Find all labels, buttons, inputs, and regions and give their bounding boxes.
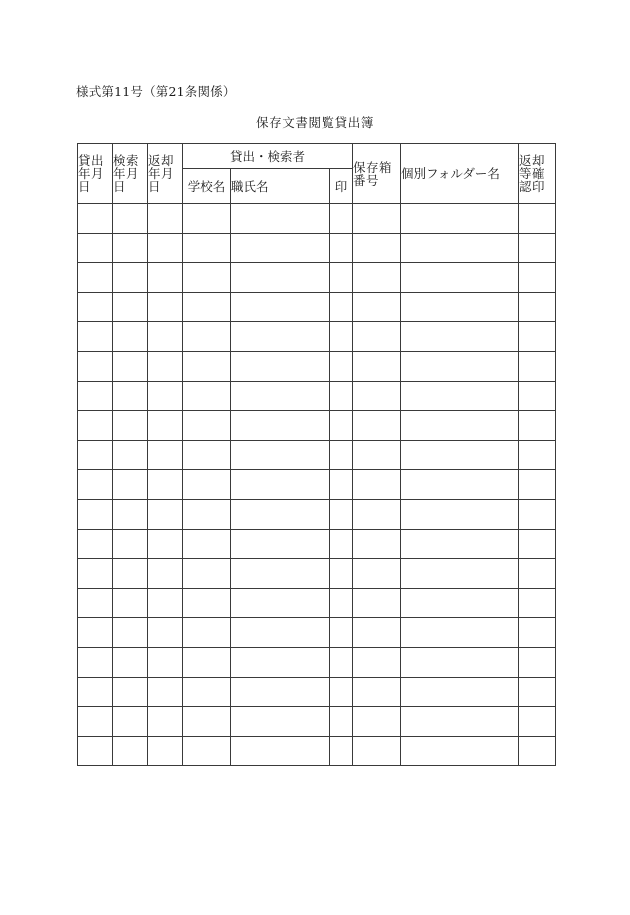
cell-title-name — [231, 263, 330, 293]
cell-folder-name — [401, 529, 519, 559]
table-row — [78, 381, 556, 411]
cell-box-number — [353, 351, 401, 381]
cell-return-date — [148, 559, 183, 589]
cell-folder-name — [401, 233, 519, 263]
lending-register-table — [77, 143, 556, 766]
cell-school-name — [183, 499, 231, 529]
cell-folder-name — [401, 618, 519, 648]
cell-title-name — [231, 647, 330, 677]
cell-lend-date — [78, 529, 113, 559]
cell-return-date — [148, 588, 183, 618]
table-row — [78, 677, 556, 707]
cell-seal — [330, 559, 353, 589]
cell-search-date — [113, 204, 148, 234]
header-return-check: 返却 等確 認印 — [519, 144, 556, 204]
cell-lend-date — [78, 204, 113, 234]
cell-title-name — [231, 351, 330, 381]
cell-seal — [330, 499, 353, 529]
header-lend-date: 貸出 年月 日 — [78, 144, 113, 204]
cell-box-number — [353, 292, 401, 322]
cell-lend-date — [78, 499, 113, 529]
cell-folder-name — [401, 381, 519, 411]
cell-school-name — [183, 411, 231, 441]
cell-box-number — [353, 470, 401, 500]
cell-box-number — [353, 499, 401, 529]
cell-search-date — [113, 263, 148, 293]
form-number-label: 様式第11号（第21条関係） — [76, 84, 236, 99]
cell-folder-name — [401, 204, 519, 234]
cell-seal — [330, 233, 353, 263]
cell-return-date — [148, 351, 183, 381]
cell-school-name — [183, 736, 231, 766]
cell-return-check — [519, 470, 556, 500]
cell-return-date — [148, 529, 183, 559]
cell-return-check — [519, 381, 556, 411]
cell-box-number — [353, 736, 401, 766]
cell-return-date — [148, 233, 183, 263]
cell-search-date — [113, 351, 148, 381]
cell-school-name — [183, 204, 231, 234]
cell-return-date — [148, 618, 183, 648]
header-search-date: 検索 年月 日 — [113, 144, 148, 204]
cell-return-date — [148, 677, 183, 707]
cell-search-date — [113, 499, 148, 529]
cell-box-number — [353, 411, 401, 441]
cell-seal — [330, 707, 353, 737]
cell-return-check — [519, 588, 556, 618]
cell-return-check — [519, 529, 556, 559]
table-row — [78, 440, 556, 470]
cell-search-date — [113, 736, 148, 766]
cell-seal — [330, 381, 353, 411]
cell-return-date — [148, 707, 183, 737]
cell-school-name — [183, 559, 231, 589]
cell-return-check — [519, 440, 556, 470]
table-row — [78, 559, 556, 589]
table-row — [78, 470, 556, 500]
cell-lend-date — [78, 292, 113, 322]
table-row — [78, 499, 556, 529]
table-row — [78, 736, 556, 766]
cell-return-date — [148, 499, 183, 529]
cell-title-name — [231, 736, 330, 766]
header-box-number: 保存箱 番号 — [353, 144, 401, 204]
cell-title-name — [231, 411, 330, 441]
cell-folder-name — [401, 351, 519, 381]
cell-folder-name — [401, 588, 519, 618]
cell-title-name — [231, 588, 330, 618]
cell-seal — [330, 322, 353, 352]
table-row — [78, 411, 556, 441]
cell-return-check — [519, 736, 556, 766]
cell-lend-date — [78, 677, 113, 707]
cell-school-name — [183, 381, 231, 411]
cell-return-check — [519, 204, 556, 234]
cell-folder-name — [401, 292, 519, 322]
cell-return-date — [148, 322, 183, 352]
table-row — [78, 529, 556, 559]
cell-box-number — [353, 559, 401, 589]
table-row — [78, 588, 556, 618]
cell-lend-date — [78, 618, 113, 648]
header-school-name: 学校名 — [183, 169, 231, 204]
cell-lend-date — [78, 707, 113, 737]
cell-return-check — [519, 499, 556, 529]
cell-seal — [330, 204, 353, 234]
cell-return-check — [519, 677, 556, 707]
cell-folder-name — [401, 440, 519, 470]
cell-folder-name — [401, 322, 519, 352]
cell-search-date — [113, 381, 148, 411]
cell-lend-date — [78, 322, 113, 352]
cell-lend-date — [78, 351, 113, 381]
table-body — [78, 204, 556, 766]
document-title: 保存文書閲覧貸出簿 — [256, 115, 374, 130]
cell-title-name — [231, 204, 330, 234]
cell-search-date — [113, 647, 148, 677]
cell-folder-name — [401, 411, 519, 441]
cell-seal — [330, 736, 353, 766]
cell-seal — [330, 263, 353, 293]
table-row — [78, 707, 556, 737]
cell-box-number — [353, 677, 401, 707]
table-row — [78, 263, 556, 293]
header-borrower-group: 貸出・検索者 — [183, 144, 353, 169]
cell-seal — [330, 529, 353, 559]
cell-search-date — [113, 559, 148, 589]
cell-school-name — [183, 470, 231, 500]
cell-school-name — [183, 707, 231, 737]
cell-search-date — [113, 322, 148, 352]
cell-title-name — [231, 529, 330, 559]
cell-return-date — [148, 411, 183, 441]
cell-lend-date — [78, 736, 113, 766]
cell-return-check — [519, 411, 556, 441]
cell-box-number — [353, 647, 401, 677]
cell-return-date — [148, 440, 183, 470]
cell-seal — [330, 647, 353, 677]
cell-seal — [330, 677, 353, 707]
cell-seal — [330, 292, 353, 322]
cell-return-check — [519, 292, 556, 322]
cell-search-date — [113, 470, 148, 500]
cell-seal — [330, 351, 353, 381]
cell-folder-name — [401, 677, 519, 707]
cell-lend-date — [78, 647, 113, 677]
cell-return-check — [519, 647, 556, 677]
cell-box-number — [353, 618, 401, 648]
cell-folder-name — [401, 559, 519, 589]
cell-box-number — [353, 588, 401, 618]
cell-school-name — [183, 440, 231, 470]
cell-return-date — [148, 381, 183, 411]
cell-lend-date — [78, 588, 113, 618]
cell-lend-date — [78, 263, 113, 293]
cell-school-name — [183, 233, 231, 263]
cell-lend-date — [78, 440, 113, 470]
cell-return-check — [519, 559, 556, 589]
cell-box-number — [353, 529, 401, 559]
cell-search-date — [113, 618, 148, 648]
cell-box-number — [353, 707, 401, 737]
header-row-top — [78, 144, 556, 169]
cell-search-date — [113, 677, 148, 707]
cell-lend-date — [78, 381, 113, 411]
cell-seal — [330, 411, 353, 441]
cell-title-name — [231, 233, 330, 263]
cell-title-name — [231, 322, 330, 352]
cell-search-date — [113, 292, 148, 322]
cell-box-number — [353, 263, 401, 293]
cell-title-name — [231, 470, 330, 500]
cell-return-check — [519, 351, 556, 381]
cell-school-name — [183, 618, 231, 648]
cell-return-check — [519, 322, 556, 352]
cell-title-name — [231, 292, 330, 322]
cell-search-date — [113, 529, 148, 559]
table-row — [78, 204, 556, 234]
cell-title-name — [231, 618, 330, 648]
header-return-date: 返却 年月 日 — [148, 144, 183, 204]
cell-search-date — [113, 440, 148, 470]
cell-return-date — [148, 292, 183, 322]
cell-folder-name — [401, 499, 519, 529]
cell-return-check — [519, 618, 556, 648]
cell-box-number — [353, 381, 401, 411]
cell-folder-name — [401, 470, 519, 500]
header-folder-name: 個別フォルダー名 — [401, 144, 519, 204]
cell-seal — [330, 440, 353, 470]
cell-school-name — [183, 588, 231, 618]
cell-search-date — [113, 233, 148, 263]
table-row — [78, 618, 556, 648]
cell-title-name — [231, 499, 330, 529]
cell-school-name — [183, 322, 231, 352]
cell-title-name — [231, 707, 330, 737]
cell-box-number — [353, 440, 401, 470]
cell-box-number — [353, 233, 401, 263]
cell-return-check — [519, 263, 556, 293]
cell-return-check — [519, 233, 556, 263]
cell-return-check — [519, 707, 556, 737]
cell-return-date — [148, 736, 183, 766]
cell-folder-name — [401, 707, 519, 737]
cell-folder-name — [401, 263, 519, 293]
cell-school-name — [183, 529, 231, 559]
header-seal: 印 — [330, 169, 353, 204]
cell-school-name — [183, 351, 231, 381]
cell-return-date — [148, 204, 183, 234]
table-row — [78, 322, 556, 352]
cell-title-name — [231, 381, 330, 411]
cell-return-date — [148, 263, 183, 293]
cell-title-name — [231, 677, 330, 707]
cell-box-number — [353, 204, 401, 234]
cell-return-date — [148, 647, 183, 677]
cell-school-name — [183, 263, 231, 293]
table-row — [78, 351, 556, 381]
cell-seal — [330, 618, 353, 648]
table-row — [78, 647, 556, 677]
cell-lend-date — [78, 559, 113, 589]
cell-folder-name — [401, 736, 519, 766]
cell-title-name — [231, 559, 330, 589]
cell-lend-date — [78, 233, 113, 263]
cell-title-name — [231, 440, 330, 470]
cell-school-name — [183, 292, 231, 322]
cell-search-date — [113, 588, 148, 618]
cell-school-name — [183, 647, 231, 677]
cell-seal — [330, 588, 353, 618]
cell-folder-name — [401, 647, 519, 677]
cell-search-date — [113, 411, 148, 441]
table-row — [78, 292, 556, 322]
cell-seal — [330, 470, 353, 500]
cell-box-number — [353, 322, 401, 352]
cell-lend-date — [78, 411, 113, 441]
cell-school-name — [183, 677, 231, 707]
cell-search-date — [113, 707, 148, 737]
table-row — [78, 233, 556, 263]
cell-return-date — [148, 470, 183, 500]
header-title-name: 職氏名 — [231, 169, 330, 204]
cell-lend-date — [78, 470, 113, 500]
